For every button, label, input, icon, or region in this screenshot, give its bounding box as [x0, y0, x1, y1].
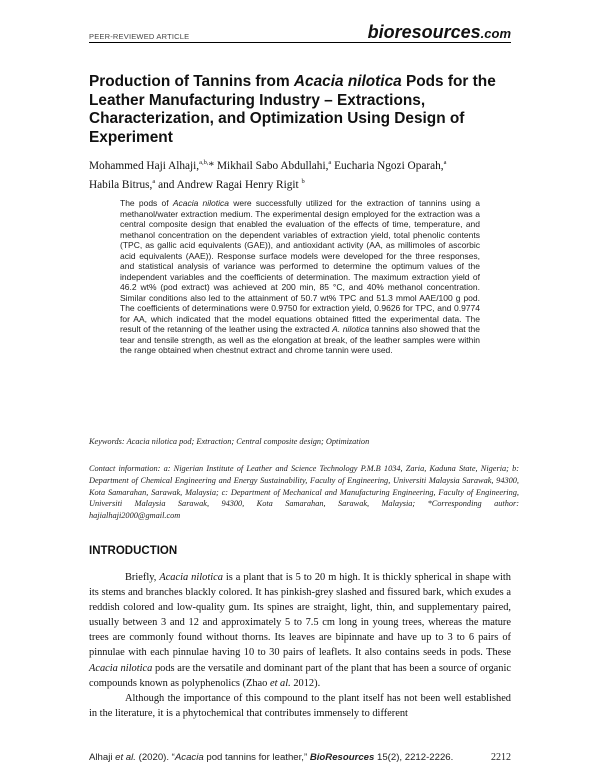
intro-text-d: 2012). — [290, 677, 321, 689]
author-4-affiliation: a — [152, 178, 156, 186]
citation-volume: 15(2), 2212-2226. — [374, 752, 454, 763]
abstract-species: Acacia nilotica — [172, 198, 229, 208]
intro-species: Acacia nilotica — [159, 572, 223, 583]
intro-species-2: Acacia nilotica — [89, 662, 153, 674]
contact-information: Contact information: a: Nigerian Institute of Leather and Science Technology P.M.B 1034, Zaria, Kaduna State, Nigeria; b: Department of Chemical Engineering and Energy Sustainability, Faculty of Engineering, Universiti Malaysia Sarawak, 94300, Kota Samarahan, Sarawak, Malaysia; c: Department of Mechanical and Manufacturing Engineering, Faculty of Engineering, Universiti Malaysia Sarawak, 94300, Kota Samarahan, Sarawak, Malaysia; *Corresponding author: hajialhaji2000@gmail.com — [89, 464, 519, 521]
intro-text-a: Briefly, — [125, 572, 160, 583]
page-footer — [89, 752, 511, 763]
abstract-text-3: tannins also showed that the tear and tensile strength, as well as the elongation at break, of the leather samples were within the range obtained when chestnut extract and chrome tannin were used. — [120, 324, 480, 355]
author-5-affiliation: b — [301, 178, 305, 186]
author-1-corresponding: * — [208, 159, 215, 172]
author-3: Eucharia Ngozi Oparah, — [331, 159, 444, 172]
title-part-1: Production of Tannins from — [89, 73, 294, 90]
page-number: 2212 — [491, 752, 511, 763]
section-heading-introduction: INTRODUCTION — [89, 545, 178, 557]
citation-species: Acacia — [174, 752, 204, 763]
abstract — [120, 198, 480, 356]
author-2-affiliation: a — [328, 159, 332, 166]
header-rule — [89, 42, 511, 43]
citation-author: Alhaji — [89, 752, 116, 763]
brand-suffix: .com — [480, 26, 511, 41]
paragraph — [89, 570, 511, 691]
article-type-label: PEER-REVIEWED ARTICLE — [89, 32, 190, 41]
abstract-text-1: The pods of — [120, 198, 173, 208]
abstract-text-2: were successfully utilized for the extraction of tannins using a methanol/water extraction medium. The experimental design employed for the extraction was a central composite design that enabled the evaluation of the effects of time, temperature, and methanol concentration on the dependent variables of extraction yield, total phenolic contents (TPC, as gallic acid equivalents (GAE)), and antioxidant activity (AA, as millimoles of ascorbic acid equivalents (AAE)). Response surface models were developed for the three responses, and statistical analysis of variance was performed to determine the optimum values of the independent variables and the coefficients of determination. The maximum extraction yield of 46.2 wt% (pod extract) was achieved at 200 min, 85 °C, and 40% methanol concentration. Similar conditions also led to the attainment of 50.7 wt% TPC and 51.3 mmol AAE/100 g pod. The coefficients of determinations were 0.9750 for extraction yield, 0.9626 for TPC, and 0.9774 for AA, which indicated that the model equations obtained fitted the experimental data. The result of the retanning of the leather using the extracted — [120, 198, 480, 334]
paragraph: Although the importance of this compound to the plant itself has not been well established in the literature, it is a phytochemical that contributes immensely to different — [89, 692, 511, 719]
title-part-2: Pods for the Leather Manufacturing Industry – Extractions, Characterization, and Optimization Using Design of Experiment — [89, 73, 496, 146]
intro-text-c: pods are the versatile and dominant part of the plant that has been a source of organic compounds known as polyphenolics (Zhao — [89, 662, 511, 689]
author-1-affiliation: a,b, — [199, 159, 209, 166]
citation-etal: et al. — [115, 752, 136, 763]
intro-text-b: is a plant that is 5 to 20 m high. It is thickly spherical in shape with its stems and branches blackly colored. It has pinkish-grey slashed and fissured bark, which exudes a reddish colored and low-quality gum. Its spines are straight, light, thin, and supplementary paired, usually between 3 and 12 and approximately 5 to 7.5 cm long in young trees, whereas the mature trees are commonly found without thorns. Its leaves are bipinnate and have up to 3 to 6 pairs of pinnulae with each pinnulae having 10 to 30 pairs of leaflets. It also contains seeds in pods. These — [89, 572, 512, 659]
citation-title: pod tannins for leather,” — [203, 752, 310, 763]
intro-etal: et al. — [269, 677, 291, 689]
keywords: Keywords: Acacia nilotica pod; Extraction; Central composite design; Optimization — [89, 437, 370, 446]
abstract-species-short: A. nilotica — [332, 324, 370, 334]
journal-brand[interactable] — [368, 22, 511, 43]
author-4: Habila Bitrus, — [89, 179, 153, 192]
author-3-affiliation: a — [443, 159, 447, 166]
author-list — [89, 155, 519, 194]
author-1: Mohammed Haji Alhaji, — [89, 159, 200, 172]
title-species: Acacia nilotica — [293, 73, 402, 90]
brand-main: bioresources — [367, 22, 481, 42]
author-5: and Andrew Ragai Henry Rigit — [155, 179, 302, 192]
author-2: Mikhail Sabo Abdullahi, — [214, 159, 329, 172]
article-title — [89, 73, 529, 147]
citation-year: (2020). “ — [135, 752, 175, 763]
citation-journal: BioResources — [309, 752, 375, 763]
citation — [89, 752, 453, 763]
introduction-body — [89, 570, 511, 721]
